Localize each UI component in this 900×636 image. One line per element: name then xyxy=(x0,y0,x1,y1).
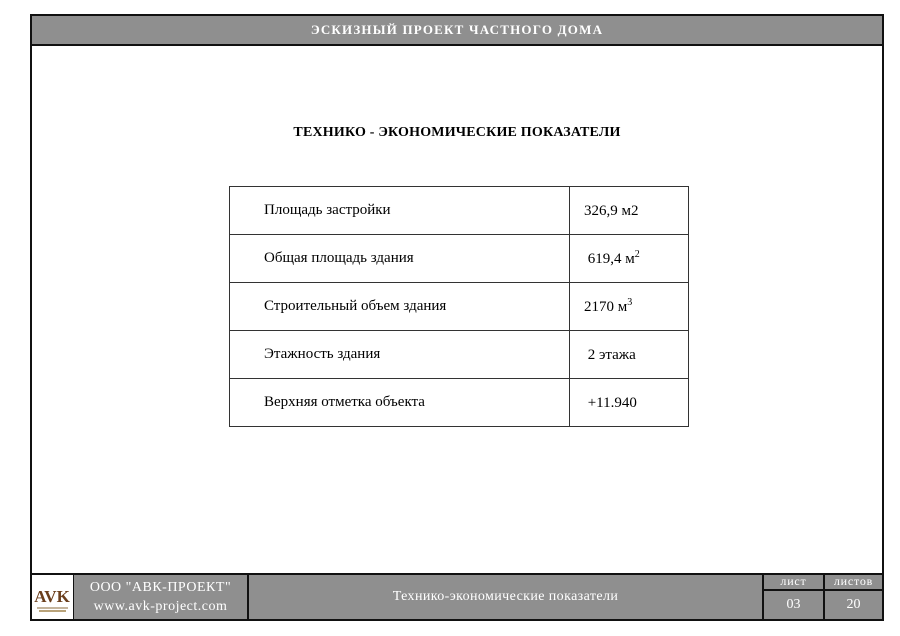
sheet-number-cell xyxy=(764,575,825,619)
sheet-name-text: Технико-экономические показатели xyxy=(392,589,619,604)
indicator-value: 326,9 м2 xyxy=(569,187,688,235)
table-row xyxy=(230,235,689,283)
table-row xyxy=(230,283,689,331)
indicators-table xyxy=(229,186,689,427)
drawing-frame xyxy=(30,14,884,621)
title-block xyxy=(32,573,882,619)
indicator-value: 2 этажа xyxy=(569,331,688,379)
sheets-total: 20 xyxy=(846,597,861,612)
company-website: www.avk-project.com xyxy=(93,599,228,614)
indicator-label: Этажность здания xyxy=(230,331,570,379)
company-logo xyxy=(32,575,74,619)
sheets-total-cell xyxy=(825,575,882,619)
indicator-label: Верхняя отметка объекта xyxy=(230,379,570,427)
indicator-label: Строительный объем здания xyxy=(230,283,570,331)
company-name: ООО "АВК-ПРОЕКТ" xyxy=(89,580,232,595)
indicator-value: +11.940 xyxy=(569,379,688,427)
indicator-label: Площадь застройки xyxy=(230,187,570,235)
company-info xyxy=(74,575,249,619)
table-row xyxy=(230,187,689,235)
sheet-name xyxy=(249,575,764,619)
sheet-number: 03 xyxy=(786,597,801,612)
indicator-value: 619,4 $м^2$ xyxy=(569,235,688,283)
table-row xyxy=(230,379,689,427)
indicator-label: Общая площадь здания xyxy=(230,235,570,283)
title-bar xyxy=(32,16,882,46)
svg-text:AVK: AVK xyxy=(34,587,70,606)
avk-logo-icon xyxy=(32,575,73,619)
table-row xyxy=(230,331,689,379)
sheets-label: листов xyxy=(825,575,882,591)
project-title: ЭСКИЗНЫЙ ПРОЕКТ ЧАСТНОГО ДОМА xyxy=(310,22,604,37)
indicator-value: 2170 $м^3$ xyxy=(569,283,688,331)
sheet-label: лист xyxy=(764,575,823,591)
page-title: ТЕХНИКО - ЭКОНОМИЧЕСКИЕ ПОКАЗАТЕЛИ xyxy=(293,125,621,140)
